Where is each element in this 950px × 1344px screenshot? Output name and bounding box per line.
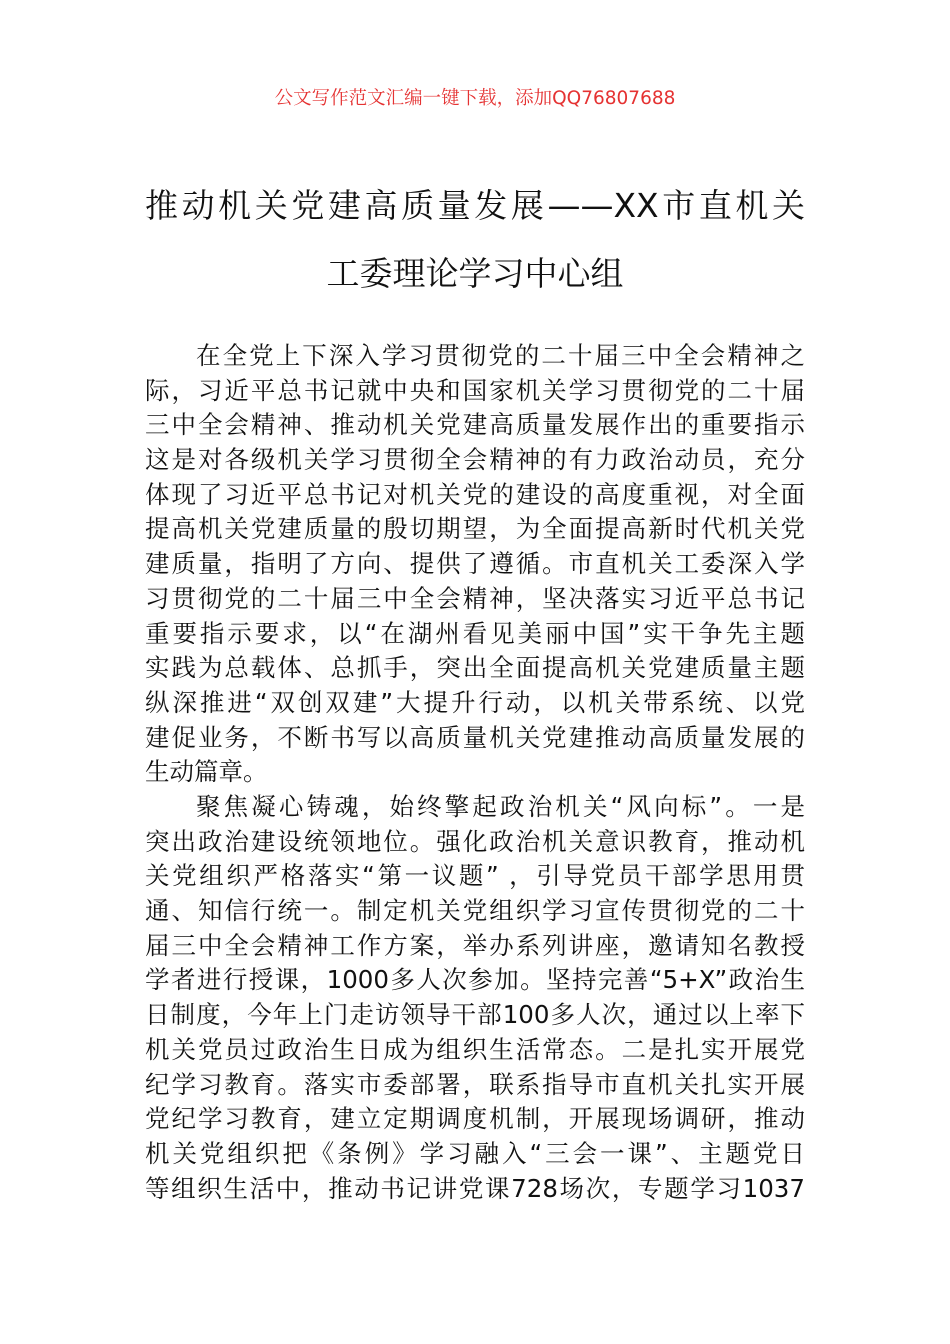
text-line: 关党组织严格落实“第一议题” ，引导党员干部学思用贯 [145,861,805,891]
document-title-line-1: 推动机关党建高质量发展——XX市直机关 [145,186,805,225]
text-line: 纵深推进“双创双建”大提升行动，以机关带系统、以党 [145,687,805,717]
text-line: 党纪学习教育，建立定期调度机制，开展现场调研，推动 [145,1104,805,1134]
text-line: 际，习近平总书记就中央和国家机关学习贯彻党的二十届 [145,375,805,405]
text-line: 三中全会精神、推动机关党建高质量发展作出的重要指示 [145,410,805,440]
text-line: 生动篇章。 [145,757,268,787]
text-line: 这是对各级机关学习贯彻全会精神的有力政治动员，充分 [145,445,805,475]
paragraph-intro [145,339,805,790]
text-line: 纪学习教育。落实市委部署，联系指导市直机关扎实开展 [145,1069,805,1099]
text-line: 提高机关党建质量的殷切期望，为全面提高新时代机关党 [145,514,805,544]
watermark-header: 公文写作范文汇编一键下载，添加QQ76807688 [274,88,676,109]
text-line: 机关党员过政治生日成为组织生活常态。二是扎实开展党 [145,1034,805,1064]
text-line: 在全党上下深入学习贯彻党的二十届三中全会精神之 [196,341,805,370]
document-title-line-2: 工委理论学习中心组 [326,254,624,293]
text-line: 通、知信行统一。制定机关党组织学习宣传贯彻党的二十 [145,896,805,926]
text-line: 建质量，指明了方向、提供了遵循。市直机关工委深入学 [145,549,805,579]
text-line: 重要指示要求，以“在湖州看见美丽中国”实干争先主题 [145,618,805,648]
text-line: 体现了习近平总书记对机关党的建设的高度重视，对全面 [145,479,805,509]
text-line: 届三中全会精神工作方案，举办系列讲座，邀请知名教授 [145,930,805,960]
text-line: 学者进行授课，1000多人次参加。坚持完善“5+X”政治生 [145,965,805,995]
text-line: 实践为总载体、总抓手，突出全面提高机关党建质量主题 [145,653,805,683]
text-line: 等组织生活中，推动书记讲党课728场次，专题学习1037 [145,1173,805,1203]
text-line: 习贯彻党的二十届三中全会精神，坚决落实习近平总书记 [145,583,805,613]
text-line: 机关党组织把《条例》学习融入“三会一课”、主题党日 [145,1138,805,1168]
paragraph-political-building [145,790,805,1206]
text-line: 聚焦凝心铸魂，始终擎起政治机关“风向标”。一是 [196,792,805,821]
text-line: 日制度，今年上门走访领导干部100多人次，通过以上率下 [145,1000,805,1030]
text-line: 突出政治建设统领地位。强化政治机关意识教育，推动机 [145,826,805,856]
text-line: 建促业务，不断书写以高质量机关党建推动高质量发展的 [145,722,805,752]
